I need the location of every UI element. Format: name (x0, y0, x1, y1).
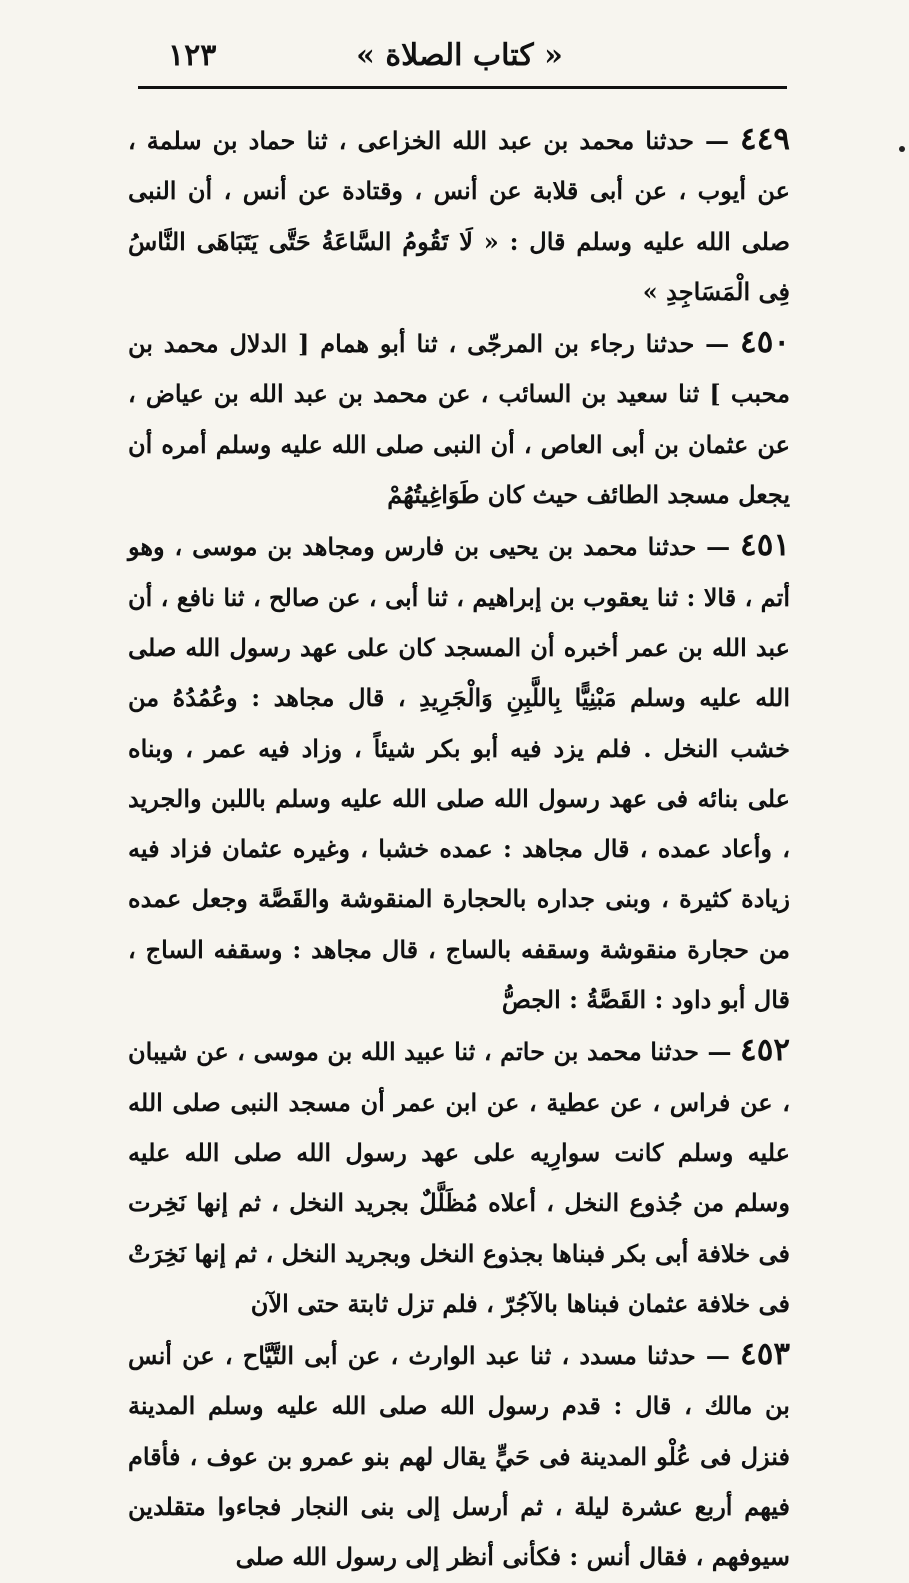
hadith-number: ٤٥٢ (740, 1032, 790, 1069)
ink-speck (899, 146, 905, 152)
hadith-paragraph (128, 520, 790, 1025)
hadith-paragraph (128, 114, 790, 317)
hadith-number: ٤٤٩ (740, 121, 790, 157)
header-divider (138, 86, 787, 89)
hadith-text: — حدثنا رجاء بن المرجّى ، ثنا أبو همام [ الدلال محمد بن محبب ] ثنا سعيد بن السائب ، عن محمد بن عبد الله بن عياض ، عن عثمان بن أبى العاص ، أن النبى صلى الله عليه وسلم أمره أن يجعل مسجد الطائف حيث كان طَوَاغِيتُهُمْ (128, 329, 790, 510)
page-header (140, 38, 779, 88)
page-title: « كتاب الصلاة » (356, 38, 563, 73)
page-body (128, 114, 790, 1583)
page-number: ١٢٣ (168, 38, 217, 73)
hadith-paragraph (128, 317, 790, 520)
hadith-text: — حدثنا محمد بن يحيى بن فارس ومجاهد بن موسى ، وهو أتم ، قالا : ثنا يعقوب بن إبراهيم ، ثنا أبى ، عن صالح ، ثنا نافع ، أن عبد الله بن عمر أخبره أن المسجد كان على عهد رسول الله صلى الله عليه وسلم مَبْنِيًّا بِاللَّبِنِ وَالْجَرِيدِ ، قال مجاهد : وعُمُدُهُ من خشب النخل . فلم يزد فيه أبو بكر شيئاً ، وزاد فيه عمر ، وبناه على بنائه فى عهد رسول الله صلى الله عليه وسلم باللبن والجريد ، وأعاد عمده ، قال مجاهد : عمده خشبا ، وغيره عثمان فزاد فيه زيادة كثيرة ، وبنى جداره بالحجارة المنقوشة والقَصَّة وجعل عمده من حجارة منقوشة وسقفه بالساج ، قال مجاهد : وسقفه الساج ، قال أبو داود : القَصَّةُ : الجصُّ (128, 532, 791, 1015)
hadith-paragraph (128, 1025, 790, 1329)
hadith-paragraph (128, 1329, 790, 1582)
hadith-number: ٤٥٠ (740, 324, 790, 361)
hadith-text: — حدثنا محمد بن حاتم ، ثنا عبيد الله بن موسى ، عن شيبان ، عن فراس ، عن عطية ، عن ابن عمر أن مسجد النبى صلى الله عليه وسلم كانت سوارِيه على عهد رسول الله صلى الله عليه وسلم من جُذوع النخل ، أعلاه مُظَلَّلٌ بجريد النخل ، ثم إنها نَخِرت فى خلافة أبى بكر فبناها بجذوع النخل وبجريد النخل ، ثم إنها نَخِرَتْ فى خلافة عثمان فبناها بالآجُرّ ، فلم تزل ثابتة حتى الآن (128, 1037, 790, 1318)
hadith-text: — حدثنا مسدد ، ثنا عبد الوارث ، عن أبى التَّيَّاح ، عن أنس بن مالك ، قال : قدم رسول الله صلى الله عليه وسلم المدينة فنزل فى عُلْو المدينة فى حَيٍّ يقال لهم بنو عمرو بن عوف ، فأقام فيهم أربع عشرة ليلة ، ثم أرسل إلى بنى النجار فجاءوا متقلدين سيوفهم ، فقال أنس : فكأنى أنظر إلى رسول الله صلى (128, 1341, 790, 1572)
hadith-number: ٤٥١ (740, 527, 790, 564)
hadith-number: ٤٥٣ (740, 1336, 790, 1373)
hadith-text: — حدثنا محمد بن عبد الله الخزاعى ، ثنا حماد بن سلمة ، عن أيوب ، عن أبى قلابة عن أنس ، وقتادة عن أنس ، أن النبى صلى الله عليه وسلم قال : « لَا تَقُومُ السَّاعَةُ حَتَّى يَتَبَاهَى النَّاسُ فِى الْمَسَاجِدِ » (128, 126, 790, 306)
